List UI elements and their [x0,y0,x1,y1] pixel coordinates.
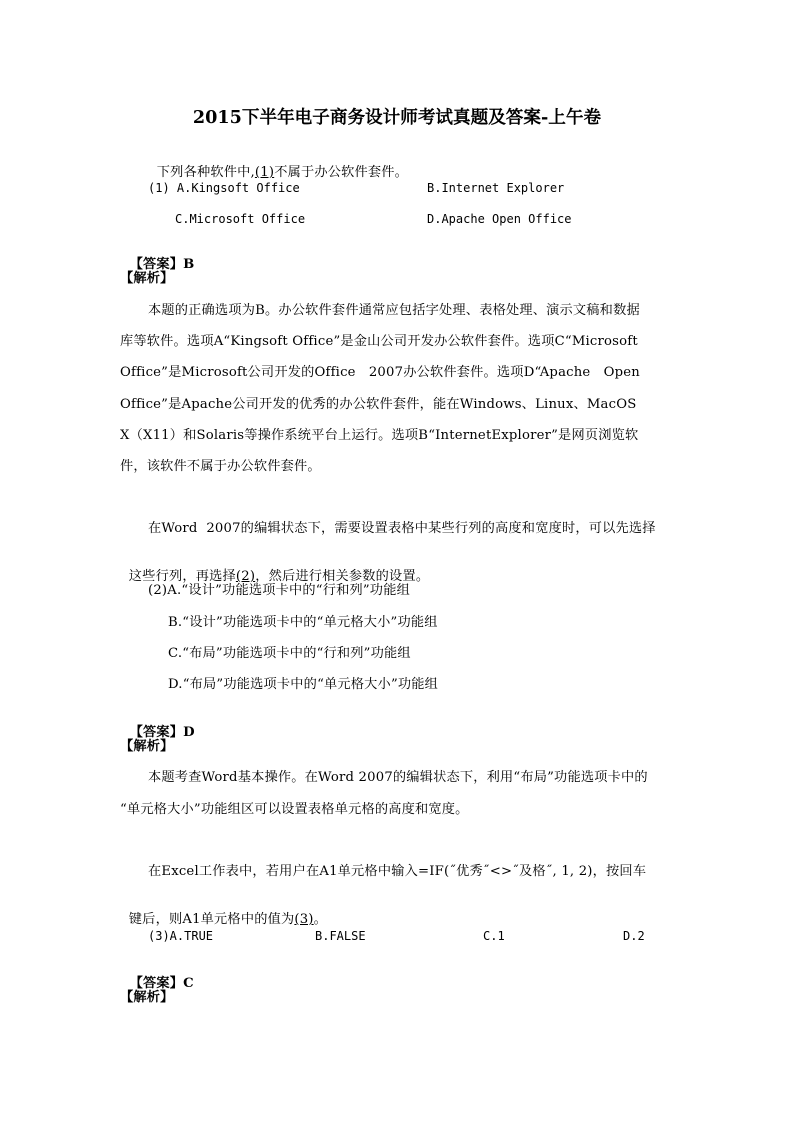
q2-option-b: B.“设计”功能选项卡中的“单元格大小”功能组 [168,615,438,630]
page-title: 2015下半年电子商务设计师考试真题及答案-上午卷 [192,107,602,128]
q2-analysis-label: 【解析】 [120,739,174,754]
q1-analysis-line: 本题的正确选项为B。办公软件套件通常应包括字处理、表格处理、演示文稿和数据 [148,303,640,318]
q2-analysis-line: “单元格大小”功能组区可以设置表格单元格的高度和宽度。 [120,802,469,817]
answer-label: 【答案】 [129,976,184,991]
q3-option-a: (3)A.TRUE [148,929,214,943]
q2-analysis-line: 本题考查Word基本操作。在Word 2007的编辑状态下，利用“布局”功能选项卡中的 [148,770,648,785]
q3-blank: (3) [294,912,314,927]
q1-stem [148,147,408,181]
q1-option-d: D.Apache Open Office [427,212,572,226]
q1-stem-before: 下列各种软件中, [156,165,255,180]
q3-stem-before: 键后，则A1单元格中的值为 [128,912,295,927]
q2-answer-value: D [183,725,195,740]
q1-analysis-line: Office”是Microsoft公司开发的Office 2007办公软件套件。选项D“Apache Open [120,365,640,380]
q3-stem-line2 [120,894,327,928]
q1-analysis-line: X（X11）和Solaris等操作系统平台上运行。选项B“InternetExplorer”是网页浏览软 [120,428,639,443]
q3-analysis-label: 【解析】 [120,990,174,1005]
answer-label: 【答案】 [129,257,184,272]
q3-stem-after: 。 [313,912,328,927]
q2-option-d: D.“布局”功能选项卡中的“单元格大小”功能组 [168,677,439,692]
q2-stem-before: 这些行列，再选择 [128,569,236,584]
q2-stem-line2 [120,551,429,585]
q2-stem-after: ，然后进行相关参数的设置。 [255,569,430,584]
q1-blank: (1) [254,165,275,180]
q3-answer [120,958,194,992]
q1-stem-after: 不属于办公软件套件。 [274,165,409,180]
q1-option-c: C.Microsoft Office [175,212,306,226]
answer-label: 【答案】 [129,725,184,740]
q3-option-b: B.FALSE [315,929,366,943]
q1-answer-value: B [183,257,195,272]
q2-option-a: (2)A.“设计”功能选项卡中的“行和列”功能组 [148,583,410,598]
q2-stem-line1: 在Word 2007的编辑状态下，需要设置表格中某些行列的高度和宽度时，可以先选择 [148,521,656,536]
q3-option-d: D.2 [623,929,645,943]
q2-blank: (2) [235,569,256,584]
q1-analysis-line: Office”是Apache公司开发的优秀的办公软件套件，能在Windows、Linux、MacOS [120,397,637,412]
q1-option-a: (1) A.Kingsoft Office [148,181,300,195]
q1-option-b: B.Internet Explorer [427,181,565,195]
q3-option-c: C.1 [483,929,505,943]
q1-analysis-label: 【解析】 [120,271,174,286]
q3-stem-line1: 在Excel工作表中，若用户在A1单元格中输入=IF(˝优秀˝<>˝及格˝, 1, 2)，按回车 [148,864,647,879]
q2-option-c: C.“布局”功能选项卡中的“行和列”功能组 [168,646,411,661]
q1-analysis-line: 件，该软件不属于办公软件套件。 [120,459,321,474]
q2-answer [120,707,195,741]
q3-answer-value: C [183,976,194,991]
q1-answer [120,239,195,273]
q1-analysis-line: 库等软件。选项A“Kingsoft Office”是金山公司开发办公软件套件。选项C“Microsoft [120,334,638,349]
